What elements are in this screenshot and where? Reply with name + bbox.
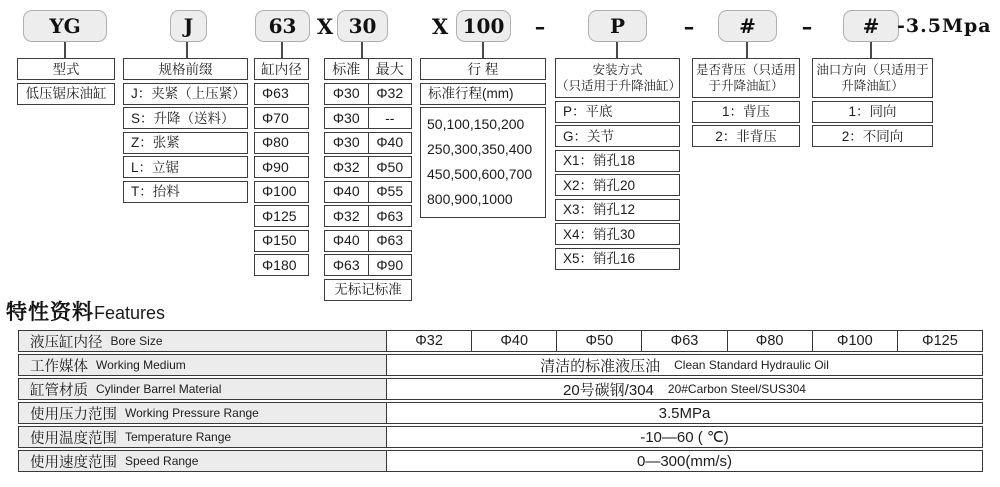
option-row-prefix: T：抬料 bbox=[123, 181, 248, 203]
code-segment-stroke: 100 bbox=[456, 10, 511, 42]
option-row-bore: Φ150 bbox=[254, 230, 309, 252]
column-prefix bbox=[123, 58, 248, 203]
column-header-port-direction bbox=[812, 58, 933, 98]
feature-row-4 bbox=[18, 426, 983, 448]
code-segment-backpressure: # bbox=[718, 10, 777, 42]
column-footer-rod: 无标记标准 bbox=[324, 279, 412, 301]
option-row-rod bbox=[324, 83, 412, 105]
header-line: 行 程 bbox=[467, 61, 499, 77]
column-header-rod bbox=[324, 58, 412, 80]
features-title-en: Features bbox=[94, 303, 166, 323]
code-segment-pressure: -3.5Mpa bbox=[897, 15, 992, 37]
stroke-values-cell bbox=[420, 107, 546, 218]
feature-value-merged bbox=[387, 355, 982, 375]
feature-row-1 bbox=[18, 354, 983, 376]
option-row-port-direction: 2：不同向 bbox=[812, 125, 933, 147]
feature-value-en: Clean Standard Hydraulic Oil bbox=[674, 358, 829, 372]
feature-value-cell: Φ63 bbox=[641, 331, 726, 351]
feature-value-cell: Φ40 bbox=[471, 331, 556, 351]
column-header-mounting bbox=[555, 58, 680, 98]
option-cell: Φ32 bbox=[376, 85, 404, 101]
feature-value-zh: 20号碳钢/304 bbox=[563, 381, 654, 399]
feature-label-en: Speed Range bbox=[125, 454, 199, 468]
option-cell: Φ40 bbox=[325, 231, 369, 251]
column-port-direction bbox=[812, 58, 933, 147]
column-header-prefix bbox=[123, 58, 248, 80]
column-type bbox=[17, 58, 115, 105]
option-row-backpressure: 1：背压 bbox=[692, 101, 800, 123]
code-segment-sep-dash-1: – bbox=[534, 13, 546, 39]
column-mounting bbox=[555, 58, 680, 270]
connector-prefix bbox=[186, 42, 188, 58]
option-cell: Φ55 bbox=[376, 183, 404, 199]
feature-value: -10—60 ( ℃) bbox=[640, 429, 729, 446]
option-cell: -- bbox=[385, 109, 395, 126]
feature-row-2 bbox=[18, 378, 983, 400]
option-row-rod bbox=[324, 230, 412, 252]
header-line: 安装方式 bbox=[592, 63, 643, 77]
feature-value-merged bbox=[387, 403, 982, 423]
features-table bbox=[18, 330, 983, 472]
option-row-prefix: J：夹紧（上压紧） bbox=[123, 83, 248, 105]
feature-label-zh: 使用压力范围 bbox=[30, 406, 117, 423]
option-cell: Φ32 bbox=[325, 206, 369, 226]
option-row-bore: Φ125 bbox=[254, 205, 309, 227]
column-stroke bbox=[420, 58, 546, 218]
feature-value-cell: Φ32 bbox=[415, 333, 443, 349]
option-row-rod bbox=[324, 181, 412, 203]
option-cell: Φ63 bbox=[376, 232, 404, 248]
option-row-rod bbox=[324, 107, 412, 129]
feature-values bbox=[387, 403, 982, 423]
column-subheader-stroke: 标准行程(mm) bbox=[420, 83, 546, 105]
option-row-mounting: X2：销孔20 bbox=[555, 174, 680, 196]
header-line: 是否背压（只适用 bbox=[695, 63, 796, 77]
feature-value-merged bbox=[387, 451, 982, 471]
feature-value-cell: Φ80 bbox=[727, 331, 812, 351]
option-cell: Φ90 bbox=[376, 256, 404, 273]
features-title bbox=[6, 296, 165, 326]
feature-value-cell: Φ100 bbox=[812, 331, 897, 351]
feature-values bbox=[387, 451, 982, 471]
option-row-bore: Φ80 bbox=[254, 132, 309, 154]
feature-label bbox=[19, 427, 387, 447]
connector-type bbox=[64, 42, 66, 58]
connector-backpressure bbox=[746, 42, 748, 58]
code-segment-prefix: J bbox=[170, 10, 207, 42]
stroke-values-line: 50,100,150,200 bbox=[427, 116, 525, 132]
feature-values bbox=[387, 427, 982, 447]
feature-label bbox=[19, 331, 387, 351]
option-cell: Φ63 bbox=[325, 255, 369, 275]
connector-mounting bbox=[616, 42, 618, 58]
option-cell: Φ30 bbox=[325, 84, 369, 104]
header-line: （只适用于升降油缸） bbox=[556, 79, 682, 93]
stroke-values-line: 800,900,1000 bbox=[427, 191, 513, 207]
option-row-mounting: X4：销孔30 bbox=[555, 223, 680, 245]
option-row-rod bbox=[324, 156, 412, 178]
feature-values bbox=[387, 331, 982, 351]
feature-row-0 bbox=[18, 330, 983, 352]
option-row-rod bbox=[324, 205, 412, 227]
header-line: 油口方向（只适用于 bbox=[816, 63, 929, 77]
header-line: 规格前缀 bbox=[158, 61, 213, 77]
option-row-port-direction: 1：同向 bbox=[812, 101, 933, 123]
option-cell: Φ63 bbox=[376, 207, 404, 224]
connector-port-direction bbox=[870, 42, 872, 58]
code-segment-series: YG bbox=[23, 10, 107, 42]
feature-label-en: Working Medium bbox=[96, 358, 186, 372]
option-cell: Φ32 bbox=[325, 157, 369, 177]
column-header-bore bbox=[254, 58, 309, 80]
code-segment-sep-dash-2: – bbox=[683, 13, 695, 39]
header-line: 缸内径 bbox=[261, 61, 302, 77]
feature-value: 3.5MPa bbox=[658, 404, 711, 422]
feature-label-en: Temperature Range bbox=[125, 430, 232, 444]
feature-value-merged bbox=[387, 379, 982, 399]
feature-label bbox=[19, 355, 387, 375]
connector-stroke bbox=[482, 42, 484, 58]
option-row-bore: Φ100 bbox=[254, 181, 309, 203]
option-row-mounting: X3：销孔12 bbox=[555, 199, 680, 221]
stroke-values-line: 250,300,350,400 bbox=[427, 141, 533, 157]
feature-value-merged bbox=[387, 427, 982, 447]
header-line: 于升降油缸） bbox=[708, 79, 784, 93]
option-row-mounting: X5：销孔16 bbox=[555, 248, 680, 270]
option-row-prefix: S：升降（送料） bbox=[123, 107, 248, 129]
code-segment-mounting: P bbox=[588, 10, 647, 42]
option-row-mounting: P：平底 bbox=[555, 101, 680, 123]
column-header-type bbox=[17, 58, 115, 80]
feature-label-en: Working Pressure Range bbox=[125, 406, 259, 420]
option-cell: Φ40 bbox=[376, 134, 404, 150]
feature-label bbox=[19, 451, 387, 471]
feature-values bbox=[387, 355, 982, 375]
option-cell: Φ30 bbox=[325, 108, 369, 128]
code-segment-rod: 30 bbox=[337, 10, 388, 42]
feature-values bbox=[387, 379, 982, 399]
option-row-backpressure: 2：非背压 bbox=[692, 125, 800, 147]
option-cell: Φ40 bbox=[325, 182, 369, 202]
option-row-prefix: Z：张紧 bbox=[123, 132, 248, 154]
feature-row-5 bbox=[18, 450, 983, 472]
feature-label-zh: 液压缸内径 bbox=[30, 334, 103, 351]
feature-label-zh: 使用温度范围 bbox=[30, 430, 117, 447]
code-segment-bore: 63 bbox=[255, 10, 310, 42]
option-row-bore: Φ70 bbox=[254, 107, 309, 129]
column-header-stroke bbox=[420, 58, 546, 80]
column-bore bbox=[254, 58, 309, 276]
feature-value-cell: Φ50 bbox=[556, 331, 641, 351]
stroke-values-line: 450,500,600,700 bbox=[427, 166, 533, 182]
feature-label-zh: 工作媒体 bbox=[30, 358, 88, 375]
header-cell: 标准 bbox=[325, 59, 369, 79]
option-cell: Φ30 bbox=[325, 133, 369, 153]
code-segment-port-direction: # bbox=[843, 10, 899, 42]
option-row-rod bbox=[324, 132, 412, 154]
features-title-zh: 特性资料 bbox=[6, 299, 94, 324]
option-row-mounting: X1：销孔18 bbox=[555, 150, 680, 172]
code-segment-sep-dash-3: – bbox=[801, 13, 813, 39]
connector-bore bbox=[281, 42, 283, 58]
option-row-rod bbox=[324, 254, 412, 276]
header-line: 升降油缸） bbox=[841, 79, 904, 93]
header-cell: 最大 bbox=[375, 60, 404, 77]
feature-value-cell: Φ125 bbox=[897, 331, 982, 351]
option-row-bore: Φ180 bbox=[254, 254, 309, 276]
feature-value-en: 20#Carbon Steel/SUS304 bbox=[667, 382, 806, 396]
option-cell: Φ50 bbox=[376, 158, 404, 175]
connector-rod bbox=[361, 42, 363, 58]
feature-label-en: Bore Size bbox=[110, 334, 163, 348]
column-backpressure bbox=[692, 58, 800, 147]
feature-label bbox=[19, 403, 387, 423]
option-row-bore: Φ63 bbox=[254, 83, 309, 105]
code-segment-sep-x-2: X bbox=[431, 13, 449, 39]
column-header-backpressure bbox=[692, 58, 800, 98]
option-row-type: 低压锯床油缸 bbox=[17, 83, 115, 105]
column-rod bbox=[324, 58, 412, 301]
option-row-bore: Φ90 bbox=[254, 156, 309, 178]
header-line: 型式 bbox=[52, 61, 80, 77]
feature-label bbox=[19, 379, 387, 399]
code-segment-sep-x-1: X bbox=[316, 13, 334, 39]
feature-value: 0—300(mm/s) bbox=[636, 452, 733, 470]
option-row-prefix: L：立锯 bbox=[123, 156, 248, 178]
feature-row-3 bbox=[18, 402, 983, 424]
feature-value-zh: 清洁的标准液压油 bbox=[540, 357, 661, 375]
feature-label-zh: 缸管材质 bbox=[30, 382, 88, 399]
feature-label-zh: 使用速度范围 bbox=[30, 454, 117, 471]
feature-label-en: Cylinder Barrel Material bbox=[96, 382, 222, 396]
option-row-mounting: G：关节 bbox=[555, 125, 680, 147]
